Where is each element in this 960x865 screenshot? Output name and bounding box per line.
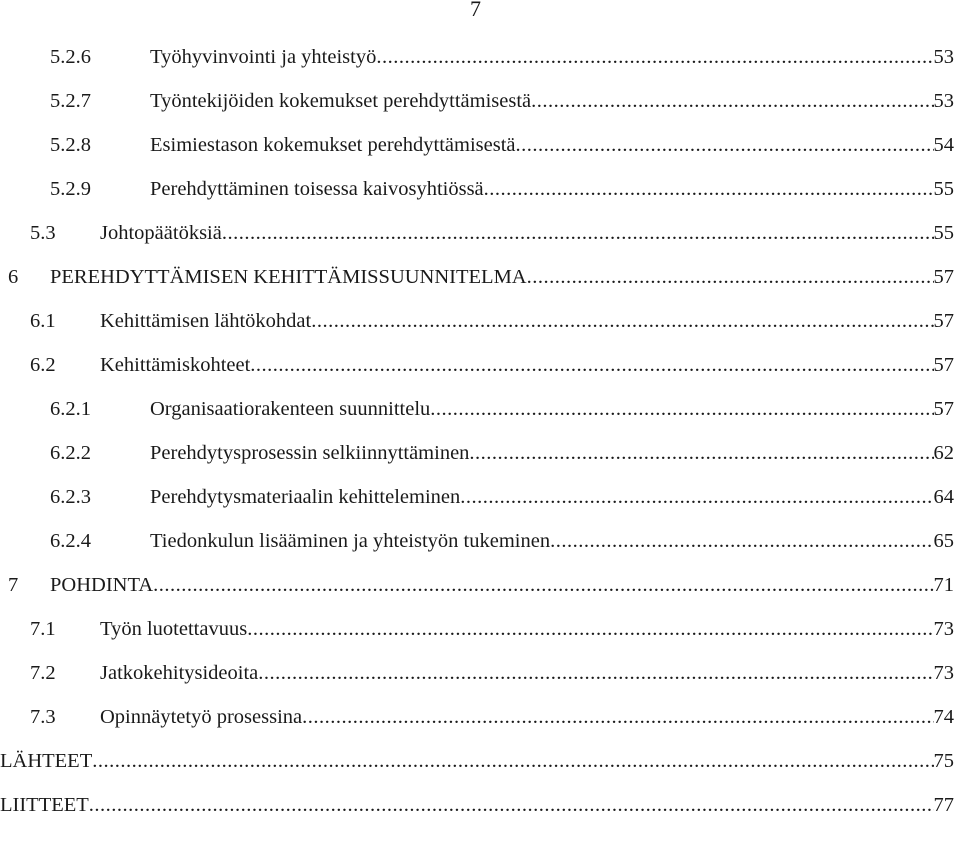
- toc-entry[interactable]: [0, 42, 960, 72]
- toc-entry-page: 74: [933, 706, 954, 728]
- dot-leader: [376, 42, 933, 72]
- toc-entry[interactable]: [0, 482, 960, 512]
- toc-entry[interactable]: [0, 306, 960, 336]
- toc-entry-page: 75: [933, 750, 954, 772]
- dot-leader: [222, 218, 934, 248]
- toc-entry-page: 54: [933, 134, 954, 156]
- toc-entry-page: 71: [933, 574, 954, 596]
- toc-entry-title: LIITTEET: [0, 794, 89, 816]
- toc-entry-page: 57: [933, 398, 954, 420]
- dot-leader: [469, 438, 933, 468]
- toc-entry-title: Esimiestason kokemukset perehdyttämisestä: [150, 134, 516, 156]
- toc-entry-number: 5.2.8: [50, 134, 91, 156]
- toc-entry-number: 6.2: [30, 354, 56, 376]
- dot-leader: [531, 86, 933, 116]
- toc-entry-page: 55: [933, 178, 954, 200]
- toc-entry-number: 6.2.1: [50, 398, 91, 420]
- dot-leader: [311, 306, 933, 336]
- toc-entry-title: LÄHTEET: [0, 750, 93, 772]
- toc-entry-page: 57: [933, 354, 954, 376]
- dot-leader: [153, 570, 933, 600]
- toc-entry-title: POHDINTA: [50, 574, 154, 596]
- toc-entry[interactable]: [0, 526, 960, 556]
- dot-leader: [302, 702, 933, 732]
- toc-entry-title: Työn luotettavuus: [100, 618, 248, 640]
- toc-entry-page: 62: [933, 442, 954, 464]
- page-number: 7: [470, 0, 481, 21]
- toc-entry[interactable]: [0, 702, 960, 732]
- toc-entry-number: 7.3: [30, 706, 56, 728]
- toc-entry-title: Johtopäätöksiä: [100, 222, 222, 244]
- toc-entry-page: 53: [933, 46, 954, 68]
- dot-leader: [460, 482, 933, 512]
- toc-entry[interactable]: [0, 350, 960, 380]
- toc-entry-number: 6.2.2: [50, 442, 91, 464]
- toc-entry-page: 73: [933, 618, 954, 640]
- dot-leader: [247, 614, 933, 644]
- toc-entry[interactable]: [0, 86, 960, 116]
- toc-entry-number: 6.1: [30, 310, 56, 332]
- toc-entry-title: Perehdytysmateriaalin kehitteleminen: [150, 486, 461, 508]
- dot-leader: [250, 350, 933, 380]
- toc-entry-title: Työhyvinvointi ja yhteistyö: [150, 46, 377, 68]
- toc-entry-number: 7.2: [30, 662, 56, 684]
- dot-leader: [92, 746, 933, 776]
- toc-entry[interactable]: [0, 570, 960, 600]
- toc-entry-page: 64: [933, 486, 954, 508]
- toc-entry-number: 5.2.6: [50, 46, 91, 68]
- toc-entry-title: Työntekijöiden kokemukset perehdyttämisestä: [150, 90, 532, 112]
- toc-entry[interactable]: [0, 262, 960, 292]
- toc-entry-number: 7.1: [30, 618, 56, 640]
- dot-leader: [258, 658, 933, 688]
- toc-entry-number: 6.2.4: [50, 530, 91, 552]
- dot-leader: [550, 526, 933, 556]
- toc-entry-number: 5.2.9: [50, 178, 91, 200]
- toc-entry-title: Opinnäytetyö prosessina: [100, 706, 303, 728]
- toc-entry[interactable]: [0, 614, 960, 644]
- toc-entry-page: 77: [933, 794, 954, 816]
- toc-entry-title: Kehittämiskohteet: [100, 354, 251, 376]
- toc-entry-title: Perehdyttäminen toisessa kaivosyhtiössä: [150, 178, 484, 200]
- dot-leader: [484, 174, 934, 204]
- dot-leader: [516, 130, 934, 160]
- toc-entry-page: 65: [933, 530, 954, 552]
- toc-entry-title: PEREHDYTTÄMISEN KEHITTÄMISSUUNNITELMA: [50, 266, 527, 288]
- dot-leader: [430, 394, 933, 424]
- toc-entry[interactable]: [0, 130, 960, 160]
- toc-entry-page: 55: [933, 222, 954, 244]
- toc-entry-number: 5.3: [30, 222, 56, 244]
- toc-entry[interactable]: [0, 658, 960, 688]
- toc-entry[interactable]: [0, 790, 960, 820]
- toc-entry-title: Perehdytysprosessin selkiinnyttäminen: [150, 442, 470, 464]
- toc-entry-title: Organisaatiorakenteen suunnittelu: [150, 398, 431, 420]
- toc-entry-title: Tiedonkulun lisääminen ja yhteistyön tukeminen: [150, 530, 551, 552]
- toc-entry-page: 57: [933, 310, 954, 332]
- toc-entry-title: Jatkokehitysideoita: [100, 662, 259, 684]
- toc-entry-number: 5.2.7: [50, 90, 91, 112]
- dot-leader: [89, 790, 934, 820]
- toc-entry-page: 53: [933, 90, 954, 112]
- toc-entry[interactable]: [0, 746, 960, 776]
- toc-entry-number: 6: [8, 266, 19, 288]
- toc-entry-title: Kehittämisen lähtökohdat: [100, 310, 312, 332]
- toc-entry[interactable]: [0, 218, 960, 248]
- toc-entry-number: 6.2.3: [50, 486, 91, 508]
- toc-entry[interactable]: [0, 394, 960, 424]
- toc-entry-number: 7: [8, 574, 19, 596]
- dot-leader: [527, 262, 934, 292]
- toc-entry-page: 73: [933, 662, 954, 684]
- toc-entry-page: 57: [933, 266, 954, 288]
- toc-entry[interactable]: [0, 438, 960, 468]
- toc-entry[interactable]: [0, 174, 960, 204]
